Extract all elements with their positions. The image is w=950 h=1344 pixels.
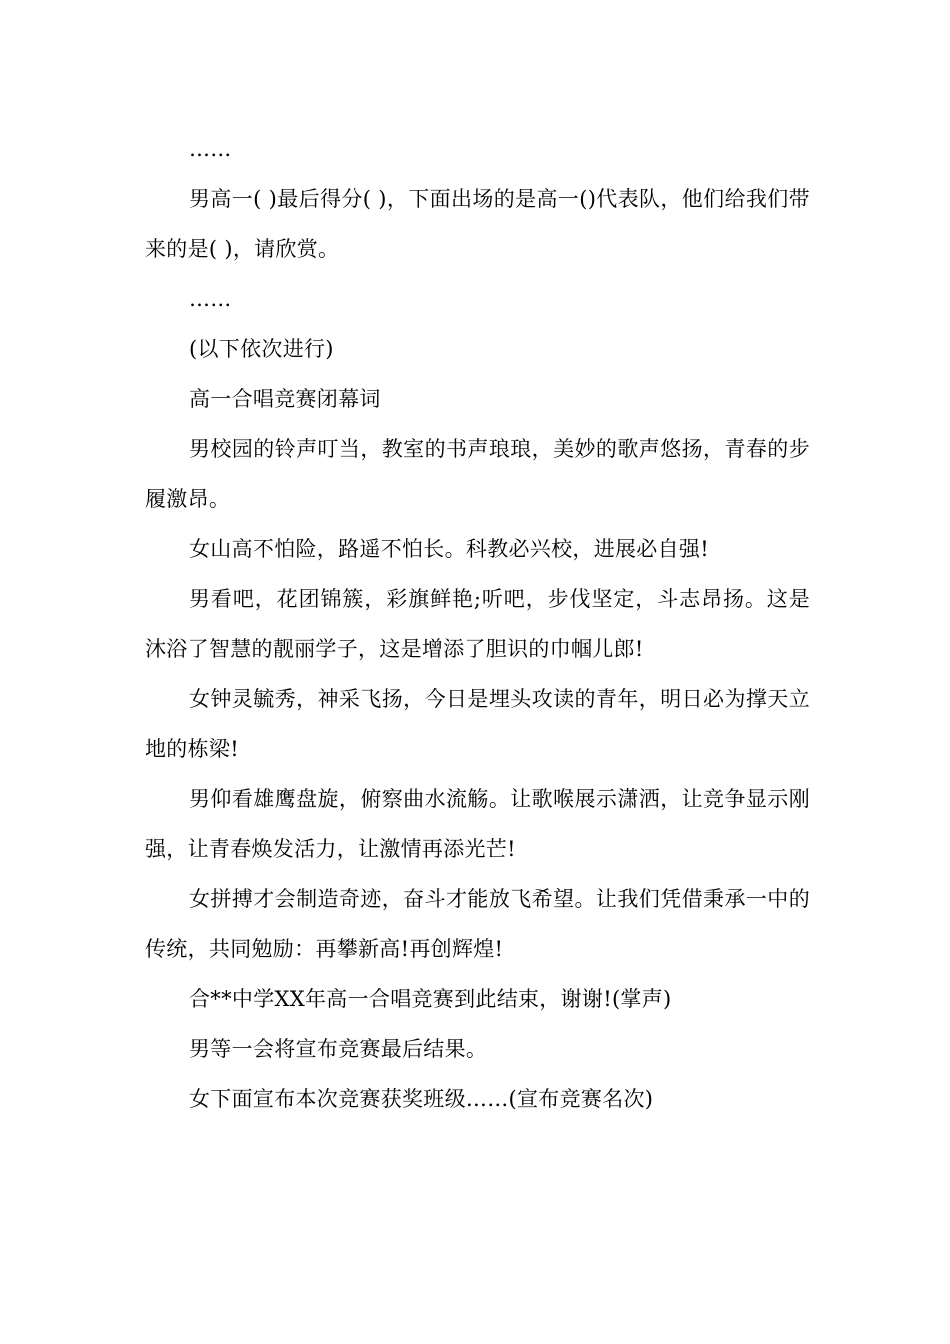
paragraph: (以下依次进行): [189, 337, 334, 361]
ellipsis-line: ……: [189, 287, 232, 311]
paragraph: 女下面宣布本次竞赛获奖班级……(宣布竞赛名次): [189, 1087, 654, 1111]
paragraph: 女山高不怕险，路遥不怕长。科教必兴校，进展必自强!: [189, 537, 709, 561]
paragraph: 男仰看雄鹰盘旋，俯察曲水流觞。让歌喉展示潇洒，让竞争显示刚强，让青春焕发活力，让激情再添光芒!: [145, 787, 810, 861]
paragraph: 女钟灵毓秀，神采飞扬，今日是埋头攻读的青年，明日必为撑天立地的栋梁!: [145, 687, 810, 761]
paragraph: 男等一会将宣布竞赛最后结果。: [189, 1037, 488, 1061]
section-heading: 高一合唱竞赛闭幕词: [189, 387, 381, 411]
paragraph: 男高一( )最后得分( )，下面出场的是高一()代表队，他们给我们带来的是( )，请欣赏。: [145, 187, 810, 261]
document-body: [145, 124, 810, 1124]
paragraph: 合**中学XX年高一合唱竞赛到此结束，谢谢!(掌声): [189, 987, 672, 1011]
ellipsis-line: ……: [189, 137, 232, 161]
paragraph: 女拼搏才会制造奇迹，奋斗才能放飞希望。让我们凭借秉承一中的传统，共同勉励：再攀新高!再创辉煌!: [145, 887, 810, 961]
paragraph: 男看吧，花团锦簇，彩旗鲜艳;听吧，步伐坚定，斗志昂扬。这是沐浴了智慧的靓丽学子，这是增添了胆识的巾帼儿郎!: [145, 587, 810, 661]
paragraph: 男校园的铃声叮当，教室的书声琅琅，美妙的歌声悠扬，青春的步履激昂。: [145, 437, 810, 511]
